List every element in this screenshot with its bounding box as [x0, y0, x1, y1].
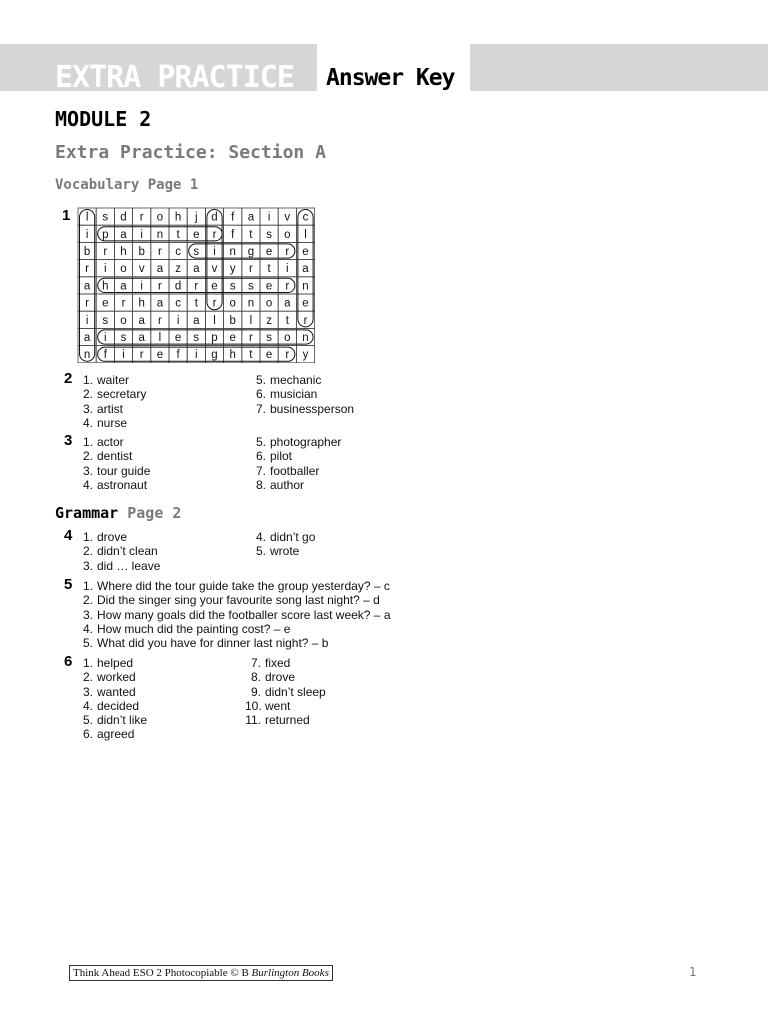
footer-publisher: Burlington Books: [251, 967, 329, 979]
grid-letter: r: [212, 297, 217, 310]
grid-letter: n: [229, 246, 236, 258]
exercise-number-3: 3: [64, 432, 73, 449]
answer-text: How much did the painting cost? – e: [97, 621, 291, 636]
grid-letter: e: [265, 280, 273, 293]
grammar-label: Grammar: [55, 504, 119, 522]
wordsearch-grid: [77, 207, 315, 363]
answer-item: [77, 449, 247, 463]
answer-text: pilot: [270, 449, 293, 464]
grid-letter: r: [303, 314, 308, 327]
grid-letter: r: [139, 349, 144, 362]
answer-item: [250, 478, 450, 492]
grid-letter: f: [231, 211, 235, 224]
answer-item: [245, 699, 445, 713]
grid-letter: a: [193, 263, 200, 276]
module-title: MODULE 2: [55, 107, 152, 131]
grid-letter: r: [157, 246, 162, 258]
answer-text: footballer: [270, 463, 320, 478]
answer-item: [77, 387, 247, 401]
answer-number: 6.: [255, 387, 266, 402]
answer-item: [77, 608, 477, 622]
footer-copyright: [69, 965, 333, 981]
grid-letter: l: [158, 332, 162, 344]
grid-letter: i: [140, 280, 143, 293]
grid-letter: l: [304, 228, 307, 241]
answer-text: decided: [97, 698, 140, 713]
grid-letter: e: [229, 332, 236, 344]
section-title: Extra Practice: Section A: [55, 142, 326, 163]
grid-letter: o: [156, 211, 164, 224]
answer-text: nurse: [97, 415, 128, 430]
answer-number: 5.: [82, 713, 93, 728]
exercise-2-answers-left: [77, 373, 247, 430]
answer-number: 5.: [82, 636, 93, 651]
grid-letter: r: [285, 349, 290, 362]
grid-letter: o: [265, 297, 273, 310]
grid-letter: o: [120, 314, 127, 327]
exercise-6-answers-left: [77, 656, 247, 742]
answer-item: [250, 373, 450, 387]
grid-letter: f: [103, 349, 107, 362]
grid-letter: s: [120, 332, 127, 344]
answer-number: 6.: [255, 449, 266, 464]
answer-number: 2.: [82, 449, 93, 464]
answer-item: [77, 544, 247, 558]
answer-number: 2.: [82, 544, 93, 559]
grid-letter: c: [175, 297, 181, 310]
exercise-3-answers-right: [250, 435, 450, 492]
answer-item: [245, 670, 445, 684]
answer-number: 4.: [82, 477, 93, 492]
answer-number: 3.: [82, 463, 93, 478]
answer-text: businessperson: [270, 401, 355, 416]
grid-letter: a: [120, 280, 127, 293]
exercise-3-answers-left: [77, 435, 247, 492]
answer-item: [77, 656, 247, 670]
page-number: 1: [689, 965, 697, 979]
grid-letter: r: [212, 228, 217, 241]
grid-letter: r: [285, 246, 290, 258]
answer-item: [250, 544, 450, 558]
grid-letter: b: [229, 314, 236, 327]
grid-letter: b: [138, 246, 145, 258]
answer-number: 2.: [82, 593, 93, 608]
answer-text: agreed: [97, 727, 135, 742]
grid-letter: y: [302, 349, 309, 362]
grid-letter: s: [266, 228, 272, 241]
grid-letter: t: [249, 228, 253, 241]
answer-number: 3.: [82, 684, 93, 699]
answer-text: author: [270, 477, 305, 492]
answer-number: 2.: [82, 387, 93, 402]
answer-item: [77, 670, 247, 684]
grid-letter: v: [284, 211, 291, 224]
grid-letter: i: [176, 314, 180, 327]
exercise-5-answers: [77, 579, 477, 650]
answer-item: [250, 530, 450, 544]
grid-letter: d: [211, 211, 218, 224]
exercise-number-5: 5: [64, 576, 73, 593]
grammar-page: Page 2: [127, 504, 182, 522]
grid-letter: n: [83, 349, 91, 362]
grid-letter: i: [213, 246, 216, 258]
exercise-number-1: 1: [62, 207, 71, 224]
grid-letter: e: [302, 297, 309, 310]
answer-text: dentist: [97, 449, 133, 464]
vocabulary-heading: Vocabulary Page 1: [55, 177, 199, 193]
grid-letter: a: [193, 314, 200, 327]
answer-number: 5.: [255, 544, 266, 559]
answer-number: 7.: [250, 656, 261, 670]
grid-letter: r: [139, 211, 144, 224]
grid-letter: b: [83, 246, 91, 258]
answer-item: [77, 727, 247, 741]
grid-letter: r: [285, 280, 290, 293]
header-extra-practice: EXTRA PRACTICE: [55, 60, 294, 95]
answer-text: drove: [265, 670, 296, 685]
grid-letter: p: [211, 332, 218, 344]
answer-text: didn’t sleep: [265, 684, 326, 699]
grid-letter: i: [104, 332, 107, 344]
grid-letter: c: [302, 211, 309, 224]
grid-letter: a: [302, 263, 309, 276]
grid-letter: z: [175, 263, 181, 276]
grid-letter: r: [248, 263, 253, 276]
grid-letter: e: [302, 246, 309, 258]
grid-letter: h: [138, 297, 145, 310]
answer-item: [77, 559, 247, 573]
grammar-heading: [55, 504, 181, 522]
grid-letter: g: [247, 246, 255, 258]
grid-letter: t: [194, 297, 198, 310]
answer-text: didn’t clean: [97, 544, 158, 559]
grid-letter: n: [156, 228, 164, 241]
exercise-4-answers-left: [77, 530, 247, 573]
answer-item: [77, 593, 477, 607]
grid-letter: a: [247, 211, 255, 224]
grid-letter: i: [267, 211, 271, 224]
grid-letter: h: [174, 211, 182, 224]
answer-number: 1.: [82, 435, 93, 449]
answer-number: 4.: [82, 621, 93, 636]
grid-letter: p: [102, 228, 109, 241]
grid-letter: r: [157, 314, 162, 327]
answer-text: wrote: [270, 544, 300, 559]
grid-letter: e: [193, 228, 200, 241]
grid-letter: z: [266, 314, 272, 327]
grid-letter: j: [195, 211, 198, 224]
answer-item: [77, 699, 247, 713]
grid-letter: a: [138, 332, 145, 344]
grid-letter: r: [248, 332, 253, 344]
grid-letter: a: [156, 263, 164, 276]
answer-number: 11.: [245, 713, 261, 728]
answer-number: 9.: [250, 684, 261, 699]
answer-item: [250, 449, 450, 463]
answer-item: [77, 685, 247, 699]
grid-letter: o: [120, 263, 127, 276]
answer-item: [77, 373, 247, 387]
answer-text: tour guide: [97, 463, 151, 478]
answer-text: didn’t go: [270, 530, 316, 544]
answer-item: [250, 402, 450, 416]
grid-letter: r: [85, 297, 90, 310]
grid-letter: d: [120, 211, 127, 224]
grid-letter: r: [121, 297, 126, 310]
grid-letter: i: [140, 228, 143, 241]
answer-text: returned: [265, 713, 310, 728]
grid-letter: t: [285, 314, 289, 327]
answer-number: 2.: [82, 670, 93, 685]
grid-letter: a: [156, 297, 164, 310]
grid-letter: v: [138, 263, 145, 276]
answer-text: musician: [270, 387, 318, 402]
answer-number: 7.: [255, 401, 266, 416]
grid-letter: l: [213, 314, 216, 327]
answer-item: [250, 387, 450, 401]
answer-item: [245, 656, 445, 670]
grid-letter: d: [174, 280, 182, 293]
grid-letter: a: [83, 280, 91, 293]
grid-letter: e: [156, 349, 164, 362]
answer-number: 1.: [82, 579, 93, 593]
answer-number: 1.: [82, 530, 93, 544]
exercise-number-6: 6: [64, 653, 73, 670]
answer-text: secretary: [97, 387, 147, 402]
grid-letter: o: [284, 332, 291, 344]
answer-number: 4.: [82, 698, 93, 713]
exercise-2-answers-right: [250, 373, 450, 416]
answer-number: 4.: [82, 415, 93, 430]
grid-letter: n: [302, 280, 309, 293]
answer-text: actor: [97, 435, 124, 449]
grid-letter: s: [229, 280, 236, 293]
exercise-4-answers-right: [250, 530, 450, 559]
answer-number: 7.: [255, 463, 266, 478]
grid-letter: h: [102, 280, 109, 293]
grid-letter: g: [211, 349, 218, 362]
grid-letter: e: [102, 297, 109, 310]
grid-letter: r: [85, 263, 90, 276]
answer-item: [77, 416, 247, 430]
answer-number: 10.: [245, 698, 262, 713]
answer-number: 3.: [82, 558, 93, 573]
footer-text: Think Ahead ESO 2 Photocopiable © B: [73, 967, 249, 979]
grid-letter: s: [102, 314, 109, 327]
grid-letter: o: [284, 228, 291, 241]
grid-letter: t: [267, 263, 271, 276]
grid-letter: h: [120, 246, 127, 258]
answer-item: [77, 478, 247, 492]
answer-text: How many goals did the footballer score last week? – a: [97, 607, 391, 622]
grid-letter: i: [85, 228, 89, 241]
grid-letter: s: [193, 246, 200, 258]
grid-letter: s: [248, 280, 254, 293]
wordsearch: [77, 207, 315, 363]
grid-letter: n: [247, 297, 255, 310]
answer-text: Did the singer sing your favourite song last night? – d: [97, 593, 380, 608]
grid-letter: i: [286, 263, 289, 276]
answer-text: What did you have for dinner last night? – b: [97, 636, 329, 651]
grid-letter: o: [229, 297, 236, 310]
grid-letter: l: [249, 314, 253, 327]
header-band-right: [470, 44, 768, 91]
grid-letter: i: [195, 349, 198, 362]
grid-letter: f: [176, 349, 180, 362]
answer-item: [77, 579, 477, 593]
grid-letter: a: [284, 297, 291, 310]
answer-item: [77, 402, 247, 416]
answer-text: astronaut: [97, 477, 148, 492]
answer-item: [77, 464, 247, 478]
grid-letter: s: [102, 211, 109, 224]
answer-text: artist: [97, 401, 124, 416]
grid-letter: e: [265, 349, 273, 362]
answer-item: [77, 435, 247, 449]
answer-text: fixed: [265, 656, 291, 670]
grid-letter: n: [302, 332, 309, 344]
answer-item: [77, 530, 247, 544]
grid-letter: a: [83, 332, 91, 344]
answer-text: mechanic: [270, 373, 322, 387]
answer-text: Where did the tour guide take the group yesterday? – c: [97, 579, 390, 593]
answer-item: [77, 636, 477, 650]
answer-text: waiter: [97, 373, 130, 387]
answer-item: [245, 685, 445, 699]
grid-letter: i: [122, 349, 125, 362]
answer-text: photographer: [270, 435, 342, 449]
answer-item: [77, 622, 477, 636]
grid-letter: e: [265, 246, 273, 258]
grid-letter: y: [229, 263, 236, 276]
grid-letter: r: [103, 246, 108, 258]
grid-letter: l: [85, 211, 89, 224]
grid-letter: s: [193, 332, 200, 344]
answer-number: 1.: [82, 373, 93, 387]
grid-letter: v: [211, 263, 218, 276]
answer-text: did … leave: [97, 558, 161, 573]
answer-number: 4.: [255, 530, 266, 544]
answer-item: [245, 713, 445, 727]
answer-number: 3.: [82, 607, 93, 622]
grid-letter: e: [211, 280, 218, 293]
grid-letter: c: [175, 246, 181, 258]
answer-number: 1.: [82, 656, 93, 670]
grid-letter: r: [157, 280, 162, 293]
answer-item: [250, 464, 450, 478]
answer-number: 5.: [255, 373, 266, 387]
header-answer-key: Answer Key: [326, 65, 455, 91]
answer-text: worked: [97, 670, 136, 685]
grid-letter: i: [104, 263, 107, 276]
grid-letter: h: [229, 349, 236, 362]
exercise-number-2: 2: [64, 370, 73, 387]
answer-text: didn’t like: [97, 713, 148, 728]
answer-item: [250, 435, 450, 449]
grid-letter: t: [176, 228, 180, 241]
answer-number: 8.: [255, 477, 266, 492]
answer-number: 6.: [82, 727, 93, 742]
answer-text: drove: [97, 530, 128, 544]
answer-item: [77, 713, 247, 727]
grid-letter: f: [231, 228, 235, 241]
exercise-number-4: 4: [64, 527, 73, 544]
grid-letter: s: [266, 332, 272, 344]
grid-letter: e: [174, 332, 182, 344]
answer-text: went: [265, 698, 291, 713]
grid-letter: a: [120, 228, 127, 241]
answer-number: 3.: [82, 401, 93, 416]
grid-letter: t: [249, 349, 253, 362]
answer-number: 8.: [250, 670, 261, 685]
grid-letter: a: [138, 314, 145, 327]
exercise-6-answers-right: [245, 656, 445, 727]
answer-text: wanted: [97, 684, 136, 699]
answer-text: helped: [97, 656, 134, 670]
answer-number: 5.: [255, 435, 266, 449]
grid-letter: r: [194, 280, 199, 293]
grid-letter: i: [85, 314, 89, 327]
